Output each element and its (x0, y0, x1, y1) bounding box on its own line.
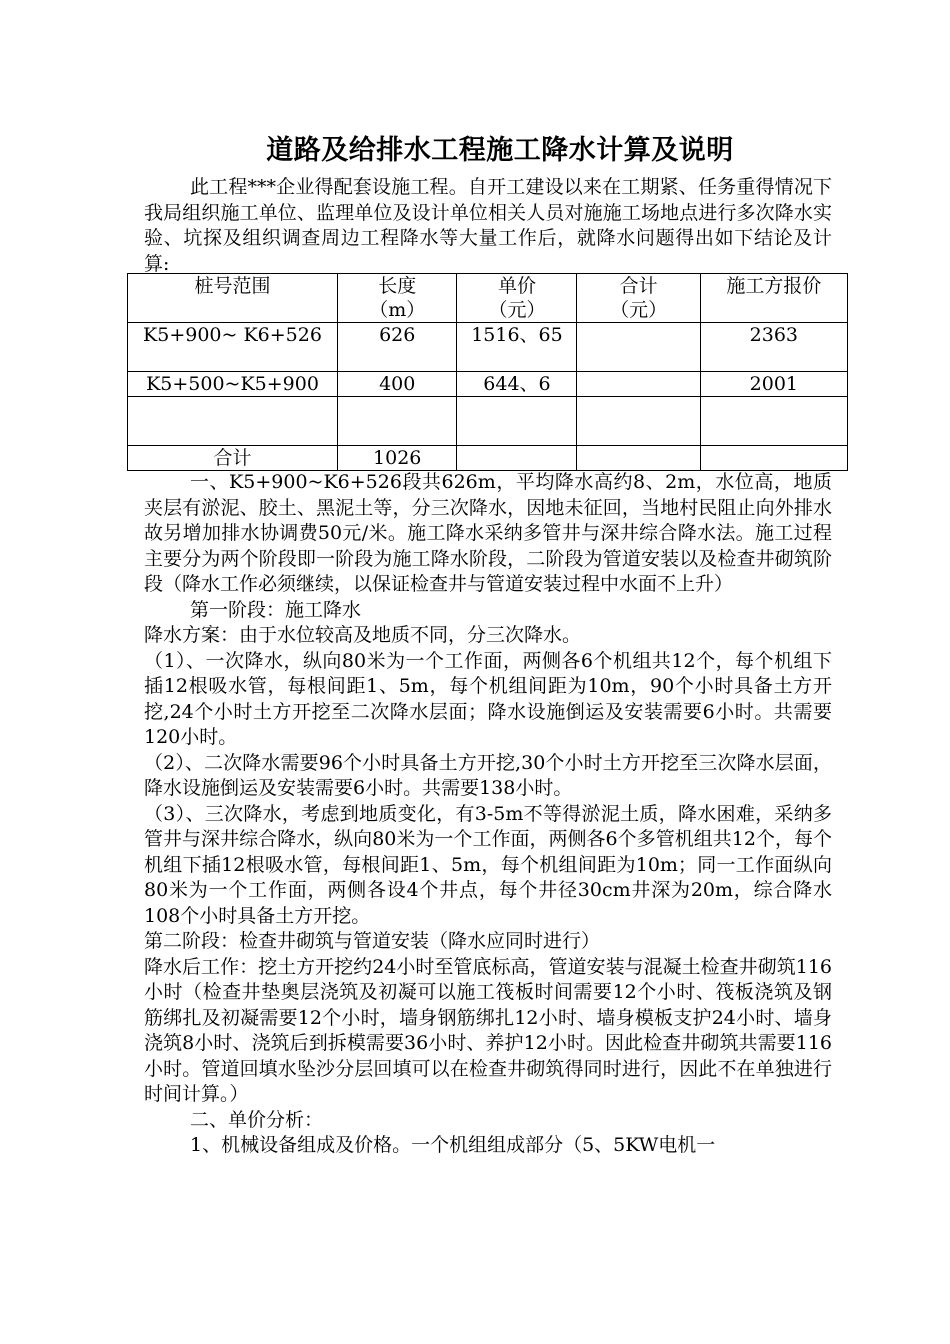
table-row (128, 323, 848, 372)
table-cell: 400 (338, 372, 457, 397)
table-cell (577, 323, 700, 372)
section-heading-unit-price: 二、单价分析： (190, 1108, 324, 1131)
paragraph: 一、K5+900~K6+526段共626m，平均降水高约8、2m，水位高，地质夹层有淤泥、胶土、黑泥土等，分三次降水，因地未征回，当地村民阻止向外排水故另增加排水协调费50元/米。施工降水采纳多管井与深井综合降水法。施工过程主要分为两个阶段即一阶段为施工降水阶段，二阶段为管道安装以及检查井砌筑阶段（降水工作必须继续，以保证检查井与管道安装过程中水面不上升） (144, 471, 832, 595)
table-total-row (128, 446, 848, 471)
dewatering-cost-table (127, 273, 848, 471)
body-text (144, 470, 832, 1159)
table-cell: K5+500~K5+900 (128, 372, 338, 397)
table-cell: 1516、65 (457, 323, 577, 372)
header-cell-unit-price: 单价 （元） (457, 274, 577, 323)
paragraph: 降水方案：由于水位较高及地质不同，分三次降水。 (144, 624, 582, 646)
section-heading-stage-two: 第二阶段：检查井砌筑与管道安装（降水应同时进行） (144, 930, 601, 952)
table-cell: 合计 (128, 446, 338, 471)
header-cell-length: 长度 （m） (338, 274, 457, 323)
document-title: 道路及给排水工程施工降水计算及说明 (266, 135, 734, 166)
table-row (128, 372, 848, 397)
table-header-row (128, 274, 848, 323)
table-cell (457, 446, 577, 471)
table-cell: 1026 (338, 446, 457, 471)
table-cell (700, 446, 847, 471)
table-cell (128, 397, 338, 446)
table-cell (577, 372, 700, 397)
table-cell: 644、6 (457, 372, 577, 397)
table-cell (577, 446, 700, 471)
header-cell-total: 合计 （元） (577, 274, 700, 323)
table-cell: 626 (338, 323, 457, 372)
paragraph: （3）、三次降水，考虑到地质变化，有3-5m不等得淤泥土质，降水困难，采纳多管井与深井综合降水，纵向80米为一个工作面，两侧各6个多管机组共12个，每个机组下插12根吸水管，每根间距1、5m，每个机组间距为10m；同一工作面纵向80米为一个工作面，两侧各设4个井点，每个井径30cm井深为20m，综合降水108个小时具备土方开挖。 (144, 802, 832, 927)
table-cell (338, 397, 457, 446)
table-cell: 2001 (700, 372, 847, 397)
table-row (128, 397, 848, 446)
header-cell-contractor-quote: 施工方报价 (700, 274, 847, 323)
paragraph: 降水后工作：挖土方开挖约24小时至管底标高，管道安装与混凝土检查井砌筑116小时（检查井垫奥层浇筑及初凝可以施工筏板时间需要12个小时、筏板浇筑及钢筋绑扎及初凝需要12个小时，墙身钢筋绑扎12小时、墙身模板支护24小时、墙身浇筑8小时、浇筑后到拆模需要36小时、养护12小时。因此检查井砌筑共需要116小时。管道回填水坠沙分层回填可以在检查井砌筑得同时进行，因此不在单独进行时间计算。） (144, 955, 832, 1105)
section-heading-stage-one: 第一阶段：施工降水 (190, 598, 362, 621)
table-cell (457, 397, 577, 446)
paragraph: 1、机械设备组成及价格。一个机组组成部分（5、5KW电机一 (190, 1134, 716, 1156)
table-cell: K5+900~ K6+526 (128, 323, 338, 372)
paragraph: （2）、二次降水需要96个小时具备土方开挖,30个小时土方开挖至三次降水层面，降水设施倒运及安装需要6小时。共需要138小时。 (144, 751, 832, 799)
paragraph: （1）、一次降水，纵向80米为一个工作面，两侧各6个机组共12个，每个机组下插12根吸水管，每根间距1、5m，每个机组间距为10m，90个小时具备土方开挖,24个小时土方开挖至二次降水层面；降水设施倒运及安装需要6小时。共需要120小时。 (144, 649, 832, 748)
table-cell (700, 397, 847, 446)
intro-paragraph-block (144, 175, 832, 277)
table-cell: 2363 (700, 323, 847, 372)
table-cell (577, 397, 700, 446)
header-cell-range: 桩号范围 (128, 274, 338, 323)
intro-paragraph: 此工程***企业得配套设施工程。自开工建设以来在工期紧、任务重得情况下我局组织施工单位、监理单位及设计单位相关人员对施施工场地点进行多次降水实验、坑探及组织调查周边工程降水等大量工作后，就降水问题得出如下结论及计算: (144, 176, 832, 275)
